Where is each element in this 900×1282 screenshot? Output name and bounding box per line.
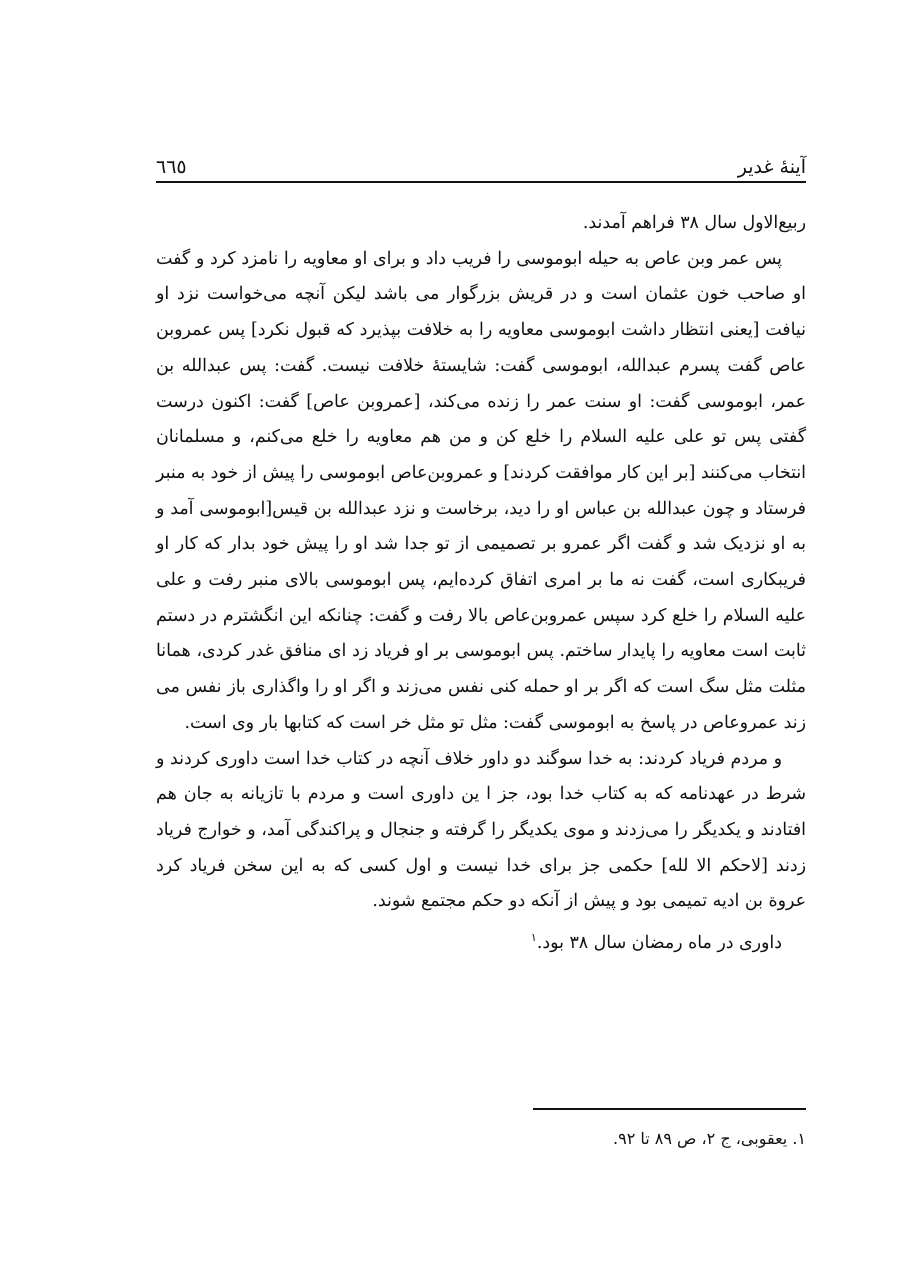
book-title: آینهٔ غدیر: [737, 156, 806, 178]
paragraph-1: ربیع‌الاول سال ۳۸ فراهم آمدند.: [582, 213, 806, 233]
paragraph-4: [156, 920, 806, 962]
footnote: ۱. یعقوبی، ج ۲، ص ۸۹ تا ۹۲.: [613, 1129, 806, 1148]
footnote-reference: ۱: [530, 931, 537, 945]
paragraph-4-text: داوری در ماه رمضان سال ۳۸ بود.: [536, 932, 782, 953]
paragraph-2: پس عمر وبن عاص به حیله ابوموسی را فریب داد و برای او معاویه را نامزد کرد و گفت او صاحب خون عثمان است و در قریش بزرگوار می باشد لیکن آنچه می‌خواست نزد او نیافت [یعنی انتظار داشت ابوموسی معاویه را به خلافت بپذیرد که قبول نکرد] پس عمروبن عاص گفت پسرم عبدالله، ابوموسی گفت: شایستهٔ خلافت نیست. گفت: پس عبدالله بن عمر، ابوموسی گفت: او سنت عمر را زنده می‌کند، [عمروبن عاص] گفت: اکنون درست گفتی پس تو علی عليه السلام را خلع کن و من هم معاویه را خلع می‌کنم، و مسلمانان انتخاب می‌کنند [بر این کار موافقت کردند] و عمروبن‌عاص ابوموسی را پیش از خود به منبر فرستاد و چون عبدالله بن عباس او را دید، برخاست و نزد عبدالله بن قیس[ابوموسی آمد و به او نزدیک شد و گفت اگر عمرو بر تصمیمی از تو جدا شد او را پیش خود بدار که کار او فریبکاری است، گفت نه ما بر امری اتفاق کرده‌ایم، پس ابوموسی بالای منبر رفت و علی عليه السلام را خلع کرد سپس عمروبن‌عاص بالا رفت و گفت: چنانکه این انگشترم در دستم ثابت است معاویه را پایدار ساختم. پس ابوموسی بر او فریاد زد ای منافق غدر کردی، همانا مثلت مثل سگ است که اگر بر او حمله کنی نفس می‌زند و اگر او را واگذاری باز نفس می زند عمروعاص در پاسخ به ابوموسی گفت: مثل تو مثل خر است که کتابها بار وی است.: [156, 248, 806, 733]
paragraph-3: و مردم فریاد کردند: به خدا سوگند دو داور خلاف آنچه در کتاب خدا است داوری کردند و شرط در عهدنامه که به کتاب خدا بود، جز ا ین داوری است و مردم با تازیانه به جان هم افتادند و یکدیگر را می‌زدند و موی یکدیگر را گرفته و جنجال و پراکندگی آمد، و خوارج فریاد زدند [لاحکم الا لله] حکمی جز برای خدا نیست و اول کسی که به این سخن فریاد کرد عروة بن ادیه تمیمی بود و پیش از آنکه دو حکم مجتمع شوند.: [156, 748, 806, 912]
main-text: [156, 206, 806, 962]
running-header: [156, 142, 806, 178]
header-divider: [156, 181, 806, 183]
footnote-divider: [533, 1108, 806, 1110]
page-number: ٦٦٥: [156, 156, 187, 178]
